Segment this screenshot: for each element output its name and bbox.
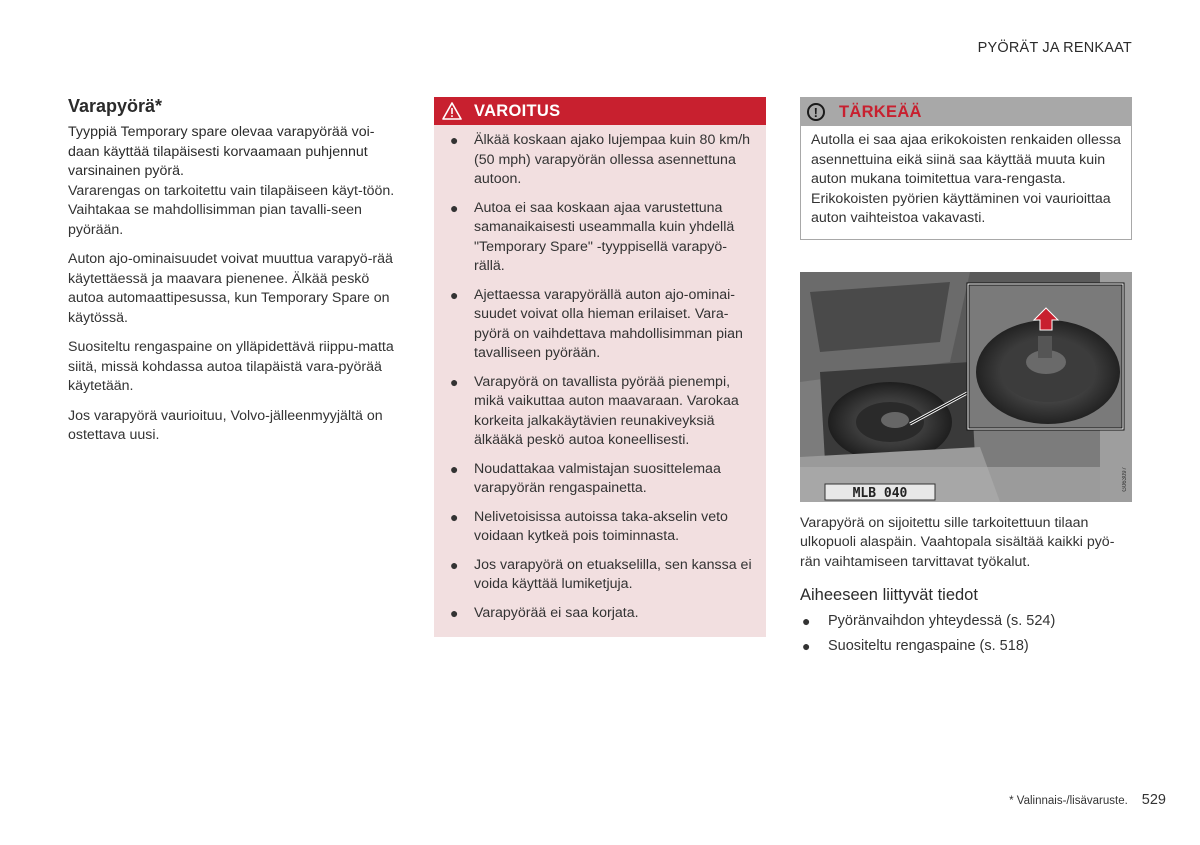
spare-wheel-photo (800, 272, 1132, 502)
page-title: Varapyörä* (68, 96, 163, 116)
related-link[interactable]: ● Suositeltu rengaspaine (s. 518) (800, 634, 1132, 659)
warning-body (434, 125, 766, 637)
warning-header (434, 97, 766, 125)
related-link[interactable]: ● Pyöränvaihdon yhteydessä (s. 524) (800, 609, 1132, 634)
footnote: * Valinnais-/lisävaruste. (1009, 795, 1128, 807)
list-item: ● Ajettaessa varapyörällä auton ajo-ominai-suudet voivat olla hieman erilaiset. Vara-pyörä on vaihdettava mahdollisimman pian tavalliseen pyörään. (450, 286, 743, 361)
list-item: ● Noudattakaa valmistajan suosittelemaa varapyörän rengaspainetta. (450, 460, 721, 496)
paragraph: Jos varapyörä vaurioituu, Volvo-jälleenmyyjältä on ostettava uusi. (68, 407, 383, 443)
figure-caption: Varapyörä on sijoitettu sille tarkoitettuun tilaan ulkopuoli alaspäin. Vaahtopala sisältää kaikki pyö-rän vaihtamiseen tarvittavat työkalut. (800, 514, 1115, 570)
related-title: Aiheeseen liittyvät tiedot (800, 586, 978, 604)
related-list (800, 609, 1132, 659)
list-item: ● Älkää koskaan ajako lujempaa kuin 80 km/h (50 mph) varapyörän ollessa asennettuna autoon. (450, 132, 751, 187)
section-header: PYÖRÄT JA RENKAAT (977, 40, 1132, 56)
bullet-icon: ● (802, 613, 811, 629)
exclamation-circle-icon: ! (807, 103, 825, 121)
list-item: ● Nelivetoisissa autoissa taka-akselin veto voidaan kytkeä pois toiminnasta. (450, 508, 728, 544)
important-header (801, 98, 1131, 126)
bullet-icon: ● (450, 132, 459, 148)
warning-label: VAROITUS (474, 101, 561, 120)
figure-code: G063097 (1122, 466, 1128, 492)
paragraph: Vararengas on tarkoitettu vain tilapäiseen käyt-töön. Vaihtakaa se mahdollisimman pian tavalli-seen pyörään. (68, 182, 395, 238)
list-item: ● Varapyörää ei saa korjata. (448, 604, 752, 624)
warning-box (434, 97, 766, 637)
intro-text: Tyyppiä Temporary spare olevaa varapyörää voi-daan käyttää tilapäisesti korvaamaan puhjennut varsinainen pyörä. (68, 124, 375, 179)
bullet-icon: ● (802, 638, 811, 654)
important-label: TÄRKEÄÄ (839, 102, 922, 121)
page-footer (1009, 792, 1166, 808)
paragraph: Auton ajo-ominaisuudet voivat muuttua varapyö-rää käytettäessä ja maavara pienenee. Älkää peskö autoa automaattipesussa, kun Temporary Spare on käytössä. (68, 251, 393, 326)
bullet-icon: ● (450, 508, 459, 525)
paragraph: Suositeltu rengaspaine on ylläpidettävä riippu-matta siitä, missä kohdassa autoa tilapäistä vara-pyörää käytetään. (68, 339, 394, 394)
bullet-icon: ● (450, 604, 459, 621)
bullet-icon: ● (450, 556, 459, 573)
list-item: ● Varapyörä on tavallista pyörää pienempi, mikä vaikuttaa auton maavaraan. Varokaa korkeita jalkakäytävien reunakiveyksiä älkääkä peskö autoa koneellisesti. (450, 373, 739, 448)
warning-list (448, 131, 752, 623)
list-item: ● Autoa ei saa koskaan ajaa varustettuna samanaikaisesti useammalla kuin yhdellä "Temporary Spare" -tyyppisellä varapyö-rällä. (450, 199, 735, 274)
important-text: Autolla ei saa ajaa erikokoisten renkaiden ollessa asennettuina eikä siinä saa käyttää muuta kuin auton mukana toimitettua vara-rengasta. Erikokoisten pyörien käyttäminen voi vaurioittaa auton vaihteistoa vakavasti. (811, 132, 1121, 226)
list-item: ● Jos varapyörä on etuakselilla, sen kanssa ei voida käyttää lumiketjuja. (450, 556, 752, 592)
bullet-icon: ● (450, 286, 459, 303)
bullet-icon: ● (450, 199, 459, 216)
license-plate-text: MLB 040 (852, 485, 908, 501)
right-column (800, 97, 1132, 659)
important-box (800, 97, 1132, 240)
bullet-icon: ● (450, 460, 459, 477)
bullet-icon: ● (450, 373, 459, 390)
left-column (68, 96, 398, 456)
page-number: 529 (1141, 792, 1166, 808)
spare-wheel-illustration (800, 272, 1132, 502)
warning-triangle-icon (442, 102, 462, 120)
